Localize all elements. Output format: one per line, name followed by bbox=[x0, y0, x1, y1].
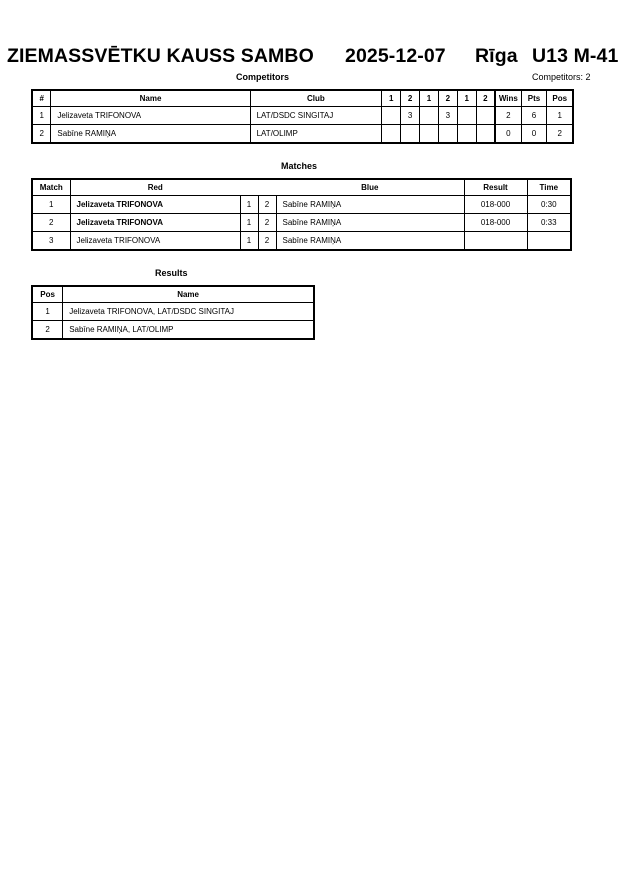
competitor-name: Jelizaveta TRIFONOVA bbox=[51, 107, 250, 125]
blue-competitor: Sabīne RAMIŅA bbox=[276, 232, 464, 251]
round-score bbox=[476, 107, 495, 125]
col-number: # bbox=[32, 90, 51, 107]
competitor-club: LAT/DSDC SINGITAJ bbox=[250, 107, 382, 125]
result-name: Jelizaveta TRIFONOVA, LAT/DSDC SINGITAJ bbox=[63, 303, 314, 321]
col-red: Red bbox=[70, 179, 240, 196]
col-name: Name bbox=[63, 286, 314, 303]
match-time: 0:30 bbox=[527, 196, 571, 214]
blue-competitor: Sabīne RAMIŅA bbox=[276, 196, 464, 214]
event-category: U13 M-41 bbox=[532, 45, 619, 67]
matches-header-row bbox=[32, 179, 571, 196]
results-table bbox=[31, 285, 315, 340]
col-round: 1 bbox=[457, 90, 476, 107]
col-result: Result bbox=[464, 179, 527, 196]
col-round: 2 bbox=[401, 90, 420, 107]
round-score bbox=[420, 107, 439, 125]
blue-number: 2 bbox=[258, 232, 276, 251]
table-row bbox=[32, 214, 571, 232]
event-name: ZIEMASSVĒTKU KAUSS SAMBO bbox=[7, 45, 314, 67]
round-score bbox=[382, 107, 401, 125]
result-name: Sabīne RAMIŅA, LAT/OLIMP bbox=[63, 321, 314, 340]
col-pts: Pts bbox=[521, 90, 547, 107]
table-row bbox=[32, 107, 573, 125]
competitors-heading: Competitors bbox=[236, 72, 290, 82]
col-pos: Pos bbox=[547, 90, 573, 107]
table-row bbox=[32, 321, 314, 340]
col-blue: Blue bbox=[276, 179, 464, 196]
table-row bbox=[32, 232, 571, 251]
table-row bbox=[32, 196, 571, 214]
results-header-row bbox=[32, 286, 314, 303]
results-heading: Results bbox=[155, 268, 188, 278]
match-time bbox=[527, 232, 571, 251]
blue-number: 2 bbox=[258, 196, 276, 214]
col-round: 2 bbox=[438, 90, 457, 107]
matches-table bbox=[31, 178, 572, 251]
col-club: Club bbox=[250, 90, 382, 107]
competitor-name: Sabīne RAMIŅA bbox=[51, 125, 250, 144]
table-row bbox=[32, 125, 573, 144]
event-city: Rīga bbox=[475, 45, 518, 67]
match-result: 018-000 bbox=[464, 214, 527, 232]
result-pos: 2 bbox=[32, 321, 63, 340]
col-name: Name bbox=[51, 90, 250, 107]
round-score: 3 bbox=[438, 107, 457, 125]
col-wins: Wins bbox=[495, 90, 521, 107]
round-score bbox=[457, 107, 476, 125]
competitors-table bbox=[31, 89, 574, 144]
match-result bbox=[464, 232, 527, 251]
competitor-pts: 0 bbox=[521, 125, 547, 144]
competitor-pos: 1 bbox=[547, 107, 573, 125]
competitors-header-row bbox=[32, 90, 573, 107]
match-time: 0:33 bbox=[527, 214, 571, 232]
competitor-number: 1 bbox=[32, 107, 51, 125]
competitor-pts: 6 bbox=[521, 107, 547, 125]
red-competitor: Jelizaveta TRIFONOVA bbox=[70, 232, 240, 251]
competitor-wins: 2 bbox=[495, 107, 521, 125]
red-competitor: Jelizaveta TRIFONOVA bbox=[70, 196, 240, 214]
red-competitor: Jelizaveta TRIFONOVA bbox=[70, 214, 240, 232]
round-score bbox=[420, 125, 439, 144]
round-score bbox=[401, 125, 420, 144]
table-row bbox=[32, 303, 314, 321]
match-result: 018-000 bbox=[464, 196, 527, 214]
matches-heading: Matches bbox=[281, 161, 318, 171]
competitors-count: Competitors: 2 bbox=[532, 72, 591, 82]
col-round: 1 bbox=[420, 90, 439, 107]
competitor-club: LAT/OLIMP bbox=[250, 125, 382, 144]
col-round: 1 bbox=[382, 90, 401, 107]
round-score bbox=[382, 125, 401, 144]
competitor-pos: 2 bbox=[547, 125, 573, 144]
round-score bbox=[476, 125, 495, 144]
match-number: 3 bbox=[32, 232, 70, 251]
col-time: Time bbox=[527, 179, 571, 196]
round-score bbox=[438, 125, 457, 144]
competitor-number: 2 bbox=[32, 125, 51, 144]
col-match: Match bbox=[32, 179, 70, 196]
header-spacer bbox=[240, 179, 258, 196]
round-score bbox=[457, 125, 476, 144]
event-date: 2025-12-07 bbox=[345, 45, 446, 67]
result-pos: 1 bbox=[32, 303, 63, 321]
round-score: 3 bbox=[401, 107, 420, 125]
match-number: 2 bbox=[32, 214, 70, 232]
red-number: 1 bbox=[240, 214, 258, 232]
blue-competitor: Sabīne RAMIŅA bbox=[276, 214, 464, 232]
blue-number: 2 bbox=[258, 214, 276, 232]
red-number: 1 bbox=[240, 196, 258, 214]
competitor-wins: 0 bbox=[495, 125, 521, 144]
red-number: 1 bbox=[240, 232, 258, 251]
match-number: 1 bbox=[32, 196, 70, 214]
header-spacer bbox=[258, 179, 276, 196]
col-pos: Pos bbox=[32, 286, 63, 303]
col-round: 2 bbox=[476, 90, 495, 107]
